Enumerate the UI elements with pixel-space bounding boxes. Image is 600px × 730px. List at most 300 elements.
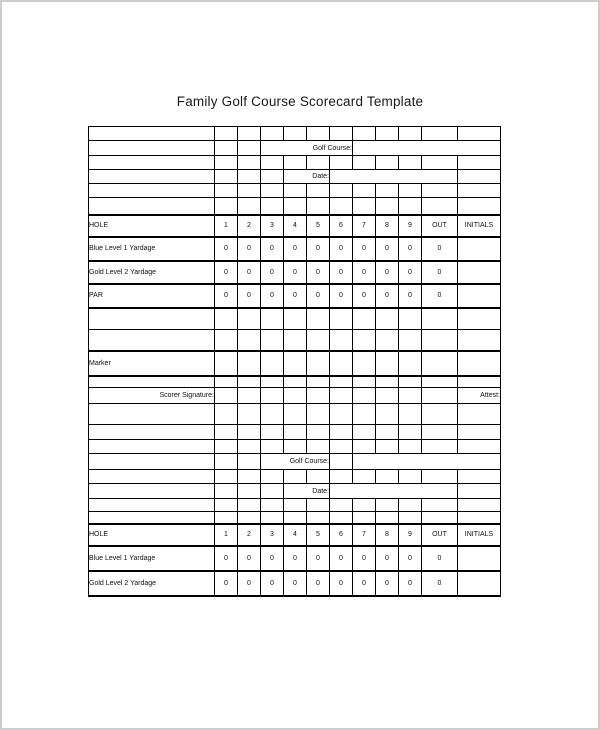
- grid-cell: [261, 351, 284, 376]
- hole-number-header: 9: [399, 524, 422, 546]
- grid-cell: [215, 308, 238, 330]
- grid-cell: [261, 156, 284, 170]
- grid-cell: [376, 330, 399, 351]
- score-cell: 0: [284, 546, 307, 571]
- grid-cell: [307, 308, 330, 330]
- grid-cell: [353, 440, 376, 454]
- grid-cell: [238, 470, 261, 484]
- out-cell: 0: [422, 284, 458, 308]
- score-cell: 0: [353, 571, 376, 596]
- signature-field[interactable]: [330, 388, 353, 404]
- grid-cell: [353, 156, 376, 170]
- out-cell: 0: [422, 546, 458, 571]
- grid-cell: [353, 330, 376, 351]
- page-title: Family Golf Course Scorecard Template: [176, 94, 424, 109]
- table-row: [89, 470, 501, 484]
- score-cell: 0: [330, 284, 353, 308]
- grid-cell: [89, 470, 215, 484]
- table-row: [89, 512, 501, 524]
- score-cell: 0: [215, 261, 238, 284]
- grid-cell: [238, 404, 261, 425]
- grid-cell: [238, 454, 261, 470]
- grid-cell: [89, 440, 215, 454]
- out-cell: 0: [422, 571, 458, 596]
- scorer-signature-label: Scorer Signature:: [89, 388, 215, 404]
- grid-cell: [215, 376, 238, 388]
- score-cell: 0: [307, 546, 330, 571]
- score-cell: 0: [284, 237, 307, 261]
- grid-cell: [458, 404, 501, 425]
- grid-cell: [458, 308, 501, 330]
- grid-cell: [399, 351, 422, 376]
- grid-cell: [215, 198, 238, 215]
- grid-cell: [284, 198, 307, 215]
- grid-cell: [376, 499, 399, 512]
- grid-cell: [353, 499, 376, 512]
- grid-cell: [307, 184, 330, 198]
- hole-number-header: 4: [284, 215, 307, 237]
- grid-cell: [261, 484, 284, 499]
- signature-field[interactable]: [307, 388, 330, 404]
- grid-cell: [89, 198, 215, 215]
- score-cell: 0: [215, 237, 238, 261]
- table-row: [89, 184, 501, 198]
- score-cell: 0: [353, 261, 376, 284]
- golf-course-label: Golf Course:: [261, 454, 330, 470]
- grid-cell: [307, 440, 330, 454]
- table-row: [89, 237, 501, 261]
- grid-cell: [458, 376, 501, 388]
- golf-course-label: Golf Course:: [261, 141, 353, 156]
- date-field[interactable]: [330, 484, 458, 499]
- hole-number-header: 8: [376, 524, 399, 546]
- hole-number-header: 8: [376, 215, 399, 237]
- score-cell: 0: [284, 284, 307, 308]
- hole-number-header: 9: [399, 215, 422, 237]
- grid-cell: [458, 512, 501, 524]
- hole-number-header: 6: [330, 524, 353, 546]
- grid-cell: [238, 330, 261, 351]
- grid-cell: [307, 198, 330, 215]
- grid-cell: [330, 376, 353, 388]
- grid-cell: [284, 330, 307, 351]
- score-cell: 0: [261, 284, 284, 308]
- grid-cell: [89, 141, 215, 156]
- grid-cell: [422, 512, 458, 524]
- grid-cell: [399, 308, 422, 330]
- out-cell: 0: [422, 261, 458, 284]
- score-cell: 0: [376, 261, 399, 284]
- grid-cell: [215, 454, 238, 470]
- initials-header: INITIALS: [458, 215, 501, 237]
- score-cell: 0: [376, 284, 399, 308]
- grid-cell: [422, 440, 458, 454]
- grid-cell: [284, 156, 307, 170]
- grid-cell: [376, 440, 399, 454]
- grid-cell: [307, 512, 330, 524]
- row-label: Blue Level 1 Yardage: [89, 237, 215, 261]
- score-cell: 0: [215, 284, 238, 308]
- table-row: [89, 440, 501, 454]
- hole-number-header: 7: [353, 524, 376, 546]
- table-row: [89, 425, 501, 440]
- grid-cell: [376, 376, 399, 388]
- hole-number-header: 3: [261, 524, 284, 546]
- score-cell: 0: [399, 237, 422, 261]
- grid-cell: [353, 198, 376, 215]
- grid-cell: [238, 198, 261, 215]
- grid-cell: [215, 170, 238, 184]
- grid-cell: [376, 127, 399, 141]
- grid-cell: [215, 440, 238, 454]
- grid-cell: [215, 484, 238, 499]
- hole-number-header: 3: [261, 215, 284, 237]
- grid-cell: [238, 484, 261, 499]
- score-cell: 0: [261, 261, 284, 284]
- grid-cell: [399, 512, 422, 524]
- grid-cell: [307, 376, 330, 388]
- grid-cell: [89, 454, 215, 470]
- grid-cell: [261, 308, 284, 330]
- grid-cell: [399, 127, 422, 141]
- signature-field[interactable]: [422, 388, 458, 404]
- score-cell: 0: [238, 571, 261, 596]
- grid-cell: [458, 127, 501, 141]
- grid-cell: [284, 351, 307, 376]
- grid-cell: [353, 404, 376, 425]
- score-cell: 0: [399, 284, 422, 308]
- grid-cell: [307, 499, 330, 512]
- row-label: PAR: [89, 284, 215, 308]
- row-label: Gold Level 2 Yardage: [89, 571, 215, 596]
- grid-cell: [376, 404, 399, 425]
- hole-number-header: 5: [307, 524, 330, 546]
- grid-cell: [422, 404, 458, 425]
- signature-field[interactable]: [353, 388, 376, 404]
- grid-cell: [376, 512, 399, 524]
- grid-cell: [307, 330, 330, 351]
- marker-label: Marker: [89, 351, 215, 376]
- grid-cell: [261, 425, 284, 440]
- grid-cell: [238, 156, 261, 170]
- signature-field[interactable]: [399, 388, 422, 404]
- score-cell: 0: [261, 571, 284, 596]
- grid-cell: [238, 184, 261, 198]
- grid-cell: [261, 184, 284, 198]
- score-cell: 0: [238, 237, 261, 261]
- scorecard-body: [89, 127, 501, 596]
- grid-cell: [215, 425, 238, 440]
- score-cell: 0: [238, 546, 261, 571]
- grid-cell: [261, 376, 284, 388]
- table-row: [89, 156, 501, 170]
- grid-cell: [399, 425, 422, 440]
- grid-cell: [399, 156, 422, 170]
- table-row: [89, 170, 501, 184]
- grid-cell: [376, 198, 399, 215]
- out-header: OUT: [422, 215, 458, 237]
- table-row: [89, 330, 501, 351]
- grid-cell: [458, 499, 501, 512]
- score-cell: 0: [376, 546, 399, 571]
- grid-cell: [399, 440, 422, 454]
- grid-cell: [458, 330, 501, 351]
- grid-cell: [353, 512, 376, 524]
- grid-cell: [353, 184, 376, 198]
- signature-field[interactable]: [376, 388, 399, 404]
- table-row: [89, 198, 501, 215]
- grid-cell: [89, 127, 215, 141]
- grid-cell: [353, 127, 376, 141]
- grid-cell: [284, 425, 307, 440]
- grid-cell: [330, 425, 353, 440]
- signature-field[interactable]: [284, 388, 307, 404]
- grid-cell: [330, 454, 353, 470]
- grid-cell: [422, 156, 458, 170]
- table-row: [89, 351, 501, 376]
- grid-cell: [458, 470, 501, 484]
- grid-cell: [399, 184, 422, 198]
- table-row: [89, 484, 501, 499]
- out-header: OUT: [422, 524, 458, 546]
- score-cell: 0: [330, 261, 353, 284]
- grid-cell: [215, 330, 238, 351]
- score-cell: 0: [399, 546, 422, 571]
- grid-cell: [261, 499, 284, 512]
- grid-cell: [261, 470, 284, 484]
- grid-cell: [284, 512, 307, 524]
- grid-cell: [399, 499, 422, 512]
- hole-number-header: 1: [215, 215, 238, 237]
- hole-number-header: 7: [353, 215, 376, 237]
- score-cell: 0: [399, 261, 422, 284]
- grid-cell: [458, 484, 501, 499]
- score-cell: 0: [284, 261, 307, 284]
- row-label: Gold Level 2 Yardage: [89, 261, 215, 284]
- grid-cell: [89, 512, 215, 524]
- date-label: Date:: [284, 484, 330, 499]
- grid-cell: [261, 330, 284, 351]
- grid-cell: [422, 499, 458, 512]
- grid-cell: [422, 127, 458, 141]
- hole-number-header: 2: [238, 524, 261, 546]
- grid-cell: [458, 425, 501, 440]
- grid-cell: [376, 308, 399, 330]
- grid-cell: [422, 330, 458, 351]
- score-cell: 0: [353, 546, 376, 571]
- grid-cell: [284, 127, 307, 141]
- table-row: [89, 388, 501, 404]
- grid-cell: [89, 308, 215, 330]
- score-cell: 0: [330, 237, 353, 261]
- grid-cell: [330, 184, 353, 198]
- grid-cell: [215, 141, 238, 156]
- grid-cell: [307, 156, 330, 170]
- table-row: [89, 524, 501, 546]
- grid-cell: [215, 499, 238, 512]
- grid-cell: [284, 440, 307, 454]
- grid-cell: [422, 308, 458, 330]
- initials-cell[interactable]: [458, 284, 501, 308]
- table-row: [89, 261, 501, 284]
- grid-cell: [89, 404, 215, 425]
- score-cell: 0: [399, 571, 422, 596]
- grid-cell: [215, 404, 238, 425]
- initials-cell[interactable]: [458, 571, 501, 596]
- score-cell: 0: [238, 284, 261, 308]
- grid-cell: [458, 198, 501, 215]
- grid-cell: [89, 156, 215, 170]
- grid-cell: [458, 440, 501, 454]
- grid-cell: [238, 512, 261, 524]
- signature-field[interactable]: [238, 388, 261, 404]
- grid-cell: [284, 376, 307, 388]
- grid-cell: [238, 425, 261, 440]
- grid-cell: [330, 198, 353, 215]
- hole-header-label: HOLE: [89, 215, 215, 237]
- grid-cell: [330, 351, 353, 376]
- grid-cell: [376, 156, 399, 170]
- score-cell: 0: [284, 571, 307, 596]
- grid-cell: [330, 404, 353, 425]
- grid-cell: [261, 127, 284, 141]
- table-row: [89, 404, 501, 425]
- grid-cell: [330, 499, 353, 512]
- score-cell: 0: [353, 237, 376, 261]
- grid-cell: [353, 376, 376, 388]
- grid-cell: [307, 425, 330, 440]
- grid-cell: [238, 499, 261, 512]
- grid-cell: [284, 404, 307, 425]
- grid-cell: [89, 184, 215, 198]
- attest-label: Attest:: [458, 388, 501, 404]
- initials-cell[interactable]: [458, 546, 501, 571]
- grid-cell: [399, 470, 422, 484]
- date-label: Date:: [284, 170, 330, 184]
- grid-cell: [353, 470, 376, 484]
- grid-cell: [353, 425, 376, 440]
- grid-cell: [89, 330, 215, 351]
- grid-cell: [307, 127, 330, 141]
- grid-cell: [215, 512, 238, 524]
- initials-header: INITIALS: [458, 524, 501, 546]
- grid-cell: [399, 404, 422, 425]
- hole-number-header: 1: [215, 524, 238, 546]
- grid-cell: [89, 425, 215, 440]
- grid-cell: [330, 156, 353, 170]
- grid-cell: [284, 470, 307, 484]
- grid-cell: [284, 308, 307, 330]
- grid-cell: [422, 470, 458, 484]
- table-row: [89, 127, 501, 141]
- grid-cell: [238, 440, 261, 454]
- grid-cell: [399, 376, 422, 388]
- table-row: [89, 308, 501, 330]
- initials-cell[interactable]: [458, 261, 501, 284]
- grid-cell: [307, 404, 330, 425]
- initials-cell[interactable]: [458, 237, 501, 261]
- score-cell: 0: [307, 261, 330, 284]
- date-field[interactable]: [330, 170, 458, 184]
- golf-course-field[interactable]: [353, 454, 501, 470]
- grid-cell: [215, 184, 238, 198]
- table-row: [89, 546, 501, 571]
- score-cell: 0: [307, 237, 330, 261]
- score-cell: 0: [376, 571, 399, 596]
- grid-cell: [215, 351, 238, 376]
- table-row: [89, 284, 501, 308]
- grid-cell: [422, 376, 458, 388]
- grid-cell: [376, 470, 399, 484]
- grid-cell: [89, 170, 215, 184]
- grid-cell: [422, 184, 458, 198]
- grid-cell: [330, 127, 353, 141]
- grid-cell: [89, 499, 215, 512]
- grid-cell: [422, 198, 458, 215]
- grid-cell: [330, 440, 353, 454]
- grid-cell: [376, 184, 399, 198]
- grid-cell: [89, 376, 215, 388]
- grid-cell: [353, 351, 376, 376]
- score-cell: 0: [307, 571, 330, 596]
- grid-cell: [422, 351, 458, 376]
- hole-number-header: 2: [238, 215, 261, 237]
- grid-cell: [399, 330, 422, 351]
- grid-cell: [422, 425, 458, 440]
- signature-field[interactable]: [261, 388, 284, 404]
- hole-header-label: HOLE: [89, 524, 215, 546]
- grid-cell: [284, 184, 307, 198]
- scorecard-table: [88, 126, 501, 597]
- grid-cell: [458, 184, 501, 198]
- table-row: [89, 454, 501, 470]
- golf-course-field[interactable]: [353, 141, 501, 156]
- hole-number-header: 6: [330, 215, 353, 237]
- hole-number-header: 5: [307, 215, 330, 237]
- score-cell: 0: [330, 546, 353, 571]
- grid-cell: [261, 170, 284, 184]
- grid-cell: [215, 127, 238, 141]
- row-label: Blue Level 1 Yardage: [89, 546, 215, 571]
- grid-cell: [330, 512, 353, 524]
- grid-cell: [215, 470, 238, 484]
- grid-cell: [376, 351, 399, 376]
- grid-cell: [330, 330, 353, 351]
- table-row: [89, 499, 501, 512]
- table-row: [89, 141, 501, 156]
- grid-cell: [458, 156, 501, 170]
- score-cell: 0: [330, 571, 353, 596]
- grid-cell: [307, 470, 330, 484]
- table-row: [89, 376, 501, 388]
- score-cell: 0: [261, 237, 284, 261]
- grid-cell: [261, 198, 284, 215]
- grid-cell: [238, 376, 261, 388]
- score-cell: 0: [238, 261, 261, 284]
- score-cell: 0: [215, 546, 238, 571]
- table-row: [89, 215, 501, 237]
- grid-cell: [238, 170, 261, 184]
- score-cell: 0: [261, 546, 284, 571]
- score-cell: 0: [353, 284, 376, 308]
- grid-cell: [307, 351, 330, 376]
- signature-field[interactable]: [215, 388, 238, 404]
- grid-cell: [284, 499, 307, 512]
- out-cell: 0: [422, 237, 458, 261]
- score-cell: 0: [215, 571, 238, 596]
- grid-cell: [330, 470, 353, 484]
- grid-cell: [458, 170, 501, 184]
